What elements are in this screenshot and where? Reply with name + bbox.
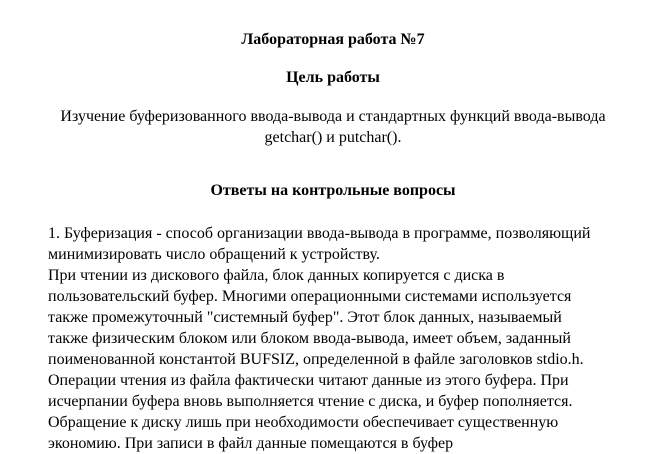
document-title: Лабораторная работа №7: [241, 31, 425, 48]
body-line: Операции чтения из файла фактически читают данные из этого буфера. При: [48, 372, 569, 389]
body-line: также физическим блоком или блоком ввода-вывода, имеет объем, заданный: [48, 330, 571, 347]
body-line: также промежуточный "системный буфер". Этот блок данных, называемый: [48, 309, 562, 326]
body-line: минимизировать число обращений к устройству.: [48, 246, 380, 263]
body-line: При чтении из дискового файла, блок данных копируется с диска в: [48, 267, 505, 284]
goal-line: getchar() и putchar().: [264, 129, 402, 146]
body-line: пользовательский буфер. Многими операционными системами используется: [48, 288, 572, 305]
goal-line: Изучение буферизованного ввода-вывода и стандартных функций ввода-вывода: [60, 108, 606, 125]
goal-paragraph: [20, 106, 646, 148]
body-line: поименованной константой BUFSIZ, определенной в файле заголовков stdio.h.: [48, 351, 584, 368]
goal-heading: Цель работы: [286, 69, 380, 86]
answers-body: [48, 223, 658, 454]
body-line: Обращение к диску лишь при необходимости обеспечивает существенную: [48, 414, 559, 431]
body-line: 1. Буферизация - способ организации ввода-вывода в программе, позволяющий: [48, 225, 591, 242]
body-line: исчерпании буфера вновь выполняется чтение с диска, и буфер пополняется.: [48, 393, 573, 410]
body-line: экономию. При записи в файл данные помещаются в буфер: [48, 435, 454, 452]
answers-heading: Ответы на контрольные вопросы: [210, 182, 456, 199]
